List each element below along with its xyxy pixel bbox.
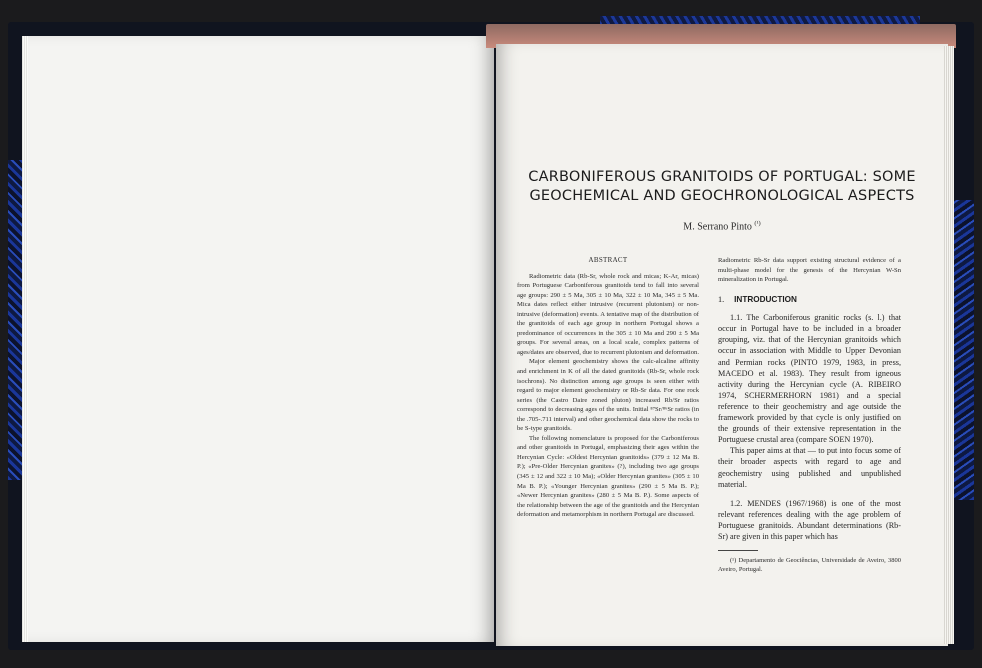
section-number: 1. [718,294,725,304]
abstract-column [517,256,699,520]
abstract-paragraph-3: The following nomenclature is proposed for the Carboniferous and other granitoids in Portugal, emphasizing their ages within the Hercynian Cycle: «Oldest Hercynian granitoids» (379 ± 12 Ma B. P.); «Pre-Older Hercynian granites» (?), including two age groups (345 ± 12 and 322 ± 10 Ma); «Older Hercynian granites» (305 ± 10 Ma B. P.); «Younger Hercynian granites» (290 ± 5 Ma B. P.); «Newer Hercynian granites» (280 ± 5 Ma B. P.). Some aspects of the relationship between the age of the granitoids and the Hercynian deformation and metamorphism in northern Portugal are discussed. [517,434,699,519]
introduction-heading [718,295,901,305]
intro-paragraph-3: 1.2. MENDES (1967/1968) is one of the most relevant references dealing with the age problem of Portuguese granitoids. Abundant determinations (Rb-Sr) are given in this paper which has [718,498,901,541]
author-note-mark: (¹) [754,220,761,227]
page-stack-edge-right [944,46,954,644]
abstract-heading: ABSTRACT [588,256,628,264]
title-line-2: GEOCHEMICAL AND GEOCHRONOLOGICAL ASPECTS [529,188,915,204]
cover-pattern-right [952,200,974,500]
section-title: INTRODUCTION [734,294,797,304]
abstract-paragraph-4: Radiometric Rb-Sr data support existing structural evidence of a multi-phase model for the genesis of the Hercynian W-Sn mineralization in Portugal. [718,257,901,284]
paragraph-spacer [718,490,901,498]
right-page [496,44,948,646]
introduction-body [718,312,901,542]
abstract-paragraph-1: Radiometric data (Rb-Sr, whole rock and micas; K-Ar, micas) from Portuguese Carboniferous granitoids tend to fall into several age groups: 290 ± 5 Ma, 305 ± 10 Ma, 322 ± 10 Ma, 345 ± 5 Ma. Mica dates reflect either intrusive (recurrent plutonism) or non-intrusive (deformation) events. A tentative map of the distribution of the granitoids of each age group in northern Portugal shows a predominance of occurrences in the 305 ± 10 Ma and 290 ± 5 Ma groups. For several areas, on a local scale, complex patterns of ages/dates are observed, due to recurrent plutonism and deformation. [517,272,699,356]
author-name: M. Serrano Pinto [683,221,752,233]
footnote-rule [718,550,758,551]
blank-left-page [22,36,494,642]
right-column [718,256,901,574]
title-line-1: CARBONIFEROUS GRANITOIDS OF PORTUGAL: SOME [528,169,916,185]
article-title [496,168,948,206]
footnote: (¹) Departamento de Geociências, Universidade de Aveiro, 3800 Aveiro, Portugal. [718,557,901,574]
intro-paragraph-1: 1.1. The Carboniferous granitic rocks (s. l.) that occur in Portugal have to be included in a broader grouping, viz. that of the Hercynian granitoids which occur in association with Middle to Upper Devonian and Permian rocks (PINTO 1979, 1983, in press, MACEDO et al. 1983). They result from igneous activity during the Hercynian cycle (A. RIBEIRO 1974, SCHERMERHORN 1981) and a special reference to their geochemistry and age outside the framework provided by that cycle is only justified on the grounds of their extensive representation in the Portuguese crustal area (compare SOEN 1970). [718,313,901,445]
intro-paragraph-2: This paper aims at that — to put into focus some of their broader aspects with regard to age and geochemistry using published and unpublished material. [718,446,901,489]
page-stack-edge [22,36,28,642]
author-line [496,220,948,232]
abstract-paragraph-2: Major element geochemistry shows the calc-alcaline affinity and enrichment in K of all the dated granitoids (Rb-Sr, whole rock isochrons). No distinction among age groups is seen either with regard to major element geochemistry or Rb-Sr data. For one rock series (the Castro Daire zoned pluton) increased Rb/Sr ratios correspond to decreasing ages of the units. Initial ⁸⁷Sr/⁸⁶Sr ratios (in the .705-.711 interval) and other geochemical data show the rocks to be S-type granitoids. [517,358,699,433]
